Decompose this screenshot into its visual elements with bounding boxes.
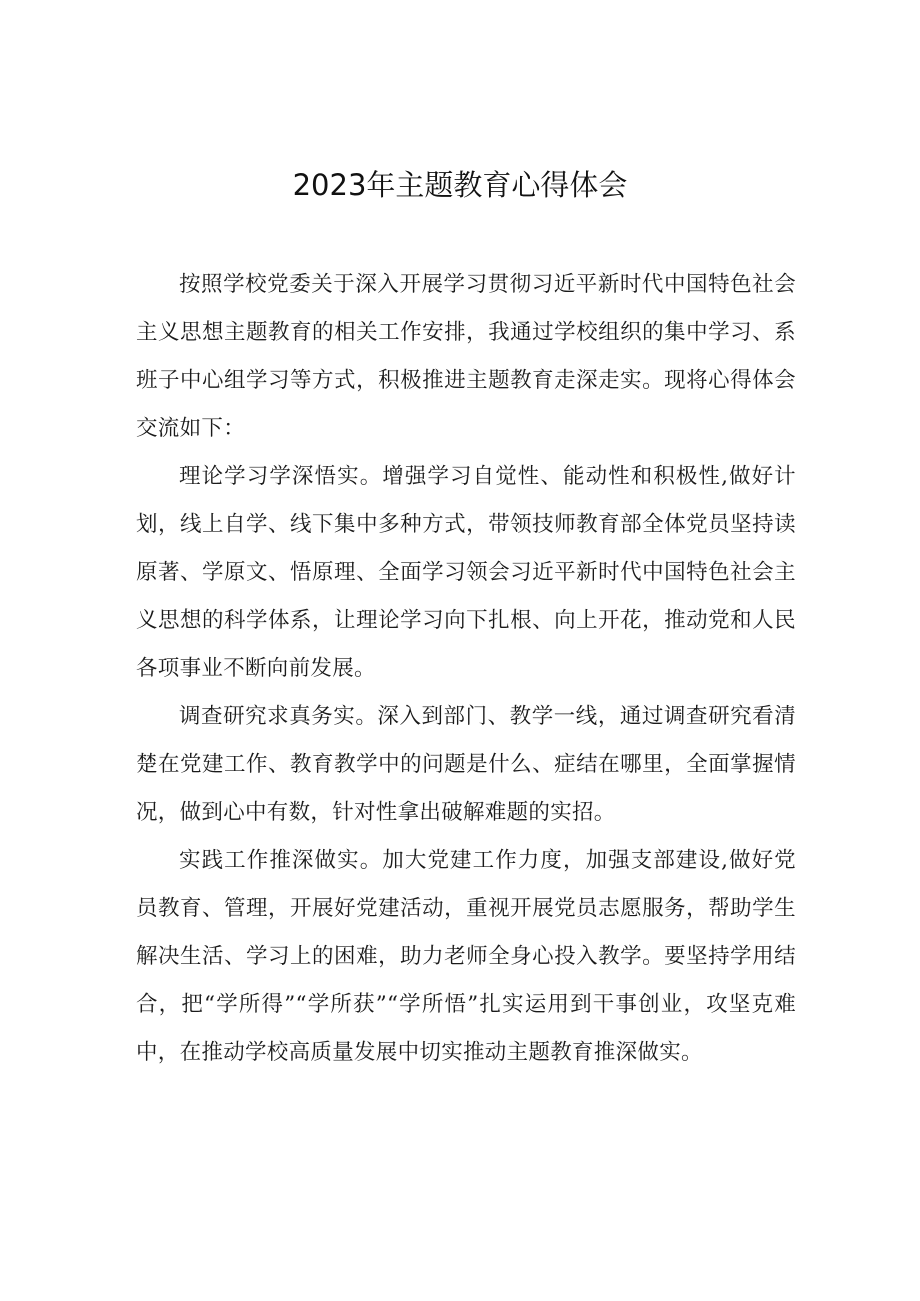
paragraph-intro: 按照学校党委关于深入开展学习贯彻习近平新时代中国特色社会主义思想主题教育的相关工作安排，我通过学校组织的集中学习、系班子中心组学习等方式，积极推进主题教育走深走实。现将心得体会交流如下： (136, 272, 796, 441)
document-title: 2023年主题教育心得体会 (292, 168, 628, 202)
paragraph-investigation: 调查研究求真务实。深入到部门、教学一线，通过调查研究看清楚在党建工作、教育教学中的问题是什么、症结在哪里，全面掌握情况，做到心中有数，针对性拿出破解难题的实招。 (136, 704, 796, 825)
paragraph-theory-study: 理论学习学深悟实。增强学习自觉性、能动性和积极性,做好计划，线上自学、线下集中多种方式，带领技师教育部全体党员坚持读原著、学原文、悟原理、全面学习领会习近平新时代中国特色社会主义思想的科学体系，让理论学习向下扎根、向上开花，推动党和人民各项事业不断向前发展。 (136, 464, 796, 681)
paragraph-practice: 实践工作推深做实。加大党建工作力度，加强支部建设,做好党员教育、管理，开展好党建活动，重视开展党员志愿服务，帮助学生解决生活、学习上的困难，助力老师全身心投入教学。要坚持学用结合，把“学所得”“学所获”“学所悟”扎实运用到干事创业，攻坚克难中，在推动学校高质量发展中切实推动主题教育推深做实。 (136, 848, 796, 1065)
document-body (136, 261, 796, 1077)
